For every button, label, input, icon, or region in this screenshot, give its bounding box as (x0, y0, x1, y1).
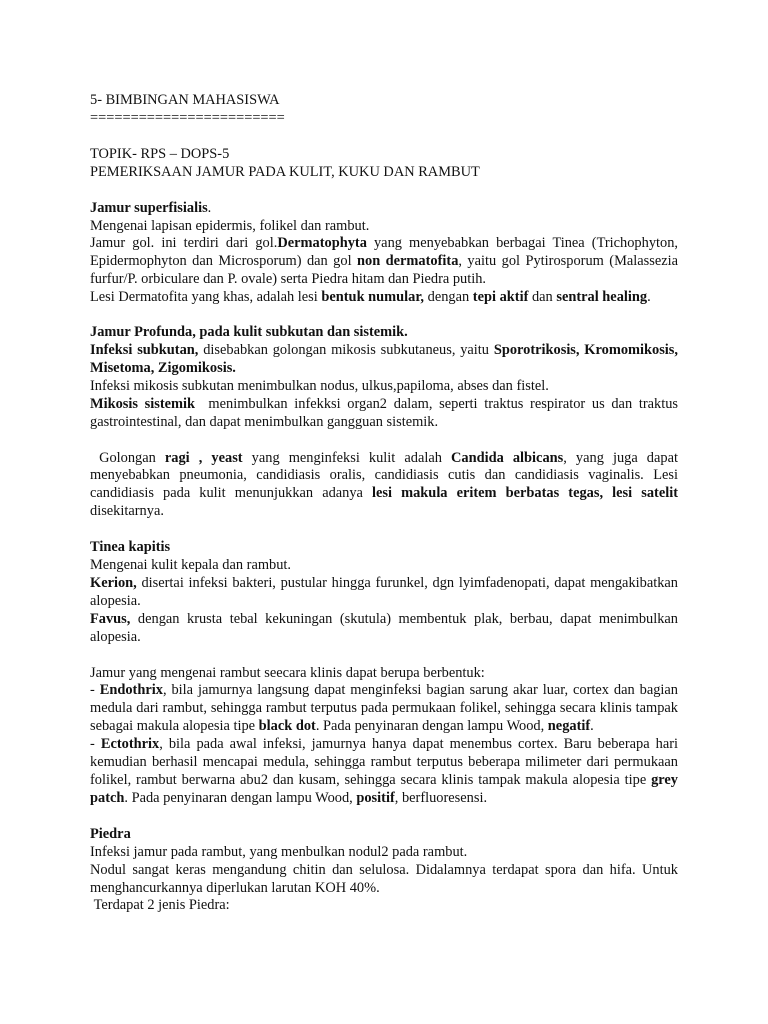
profunda-p3: Mikosis sistemik menimbulkan infekksi organ2 dalam, seperti traktus respirator us dan traktus gastrointestinal, dan dapat menimbulkan gangguan sistemik. (90, 395, 682, 430)
ectothrix-item: - Ectothrix, bila pada awal infeksi, jamurnya hanya dapat menembus cortex. Baru beberapa hari kemudian berhasil mencapai medula, sehingga rambut terputus beberapa milimeter dari permukaan folikel, rambut berwarna abu2 dan kusam, sehingga secara klinis tampak makula alopesia tipe grey patch. Pada penyinaran dengan lampu Wood, positif, berfluoresensi. (90, 736, 678, 806)
spacer (90, 521, 678, 539)
section-tinea-title: Tinea kapitis (90, 539, 171, 556)
tinea-p1: Mengenai kulit kepala dan rambut. (90, 557, 292, 574)
superfisialis-p1: Mengenai lapisan epidermis, folikel dan rambut. (90, 217, 370, 234)
tinea-kerion: Kerion, disertai infeksi bakteri, pustular hingga furunkel, dgn lyimfadenopati, dapat mengakibatkan alopesia. (90, 574, 678, 609)
superfisialis-p3: Lesi Dermatofita yang khas, adalah lesi bentuk numular, dengan tepi aktif dan sentral healing. (90, 289, 651, 306)
tinea-favus: Favus, dengan krusta tebal kekuningan (skutula) membentuk plak, berbau, dapat menimbulkan alopesia. (90, 610, 678, 645)
endothrix-item: - Endothrix, bila jamurnya langsung dapat menginfeksi bagian sarung akar luar, cortex dan bagian medula dari rambut, sehingga rambut terputus pada permukaan folikel, sehingga secara klinis tampak sebagai makula alopesia tipe black dot. Pada penyinaran dengan lampu Wood, negatif. (90, 682, 679, 735)
piedra-p3: Terdapat 2 jenis Piedra: (90, 897, 230, 914)
spacer (90, 307, 678, 324)
topic-line: TOPIK- RPS – DOPS-5 (90, 145, 230, 162)
piedra-p1: Infeksi jamur pada rambut, yang menbulkan nodul2 pada rambut. (90, 843, 468, 860)
section-piedra-title: Piedra (90, 825, 131, 842)
title-rule: ======================== (90, 109, 285, 126)
spacer (90, 432, 678, 450)
piedra-p2: Nodul sangat keras mengandung chitin dan selulosa. Didalamnya terdapat spora dan hifa. Untuk menghancurkannya diperlukan larutan KOH 40%. (90, 861, 678, 896)
document-title: 5- BIMBINGAN MAHASISWA (90, 92, 280, 108)
spacer (90, 808, 678, 826)
profunda-p2: Infeksi mikosis subkutan menimbulkan nodus, ulkus,papiloma, abses dan fistel. (90, 377, 549, 394)
spacer (90, 128, 678, 146)
superfisialis-p2: Jamur gol. ini terdiri dari gol.Dermatophyta yang menyebabkan berbagai Tinea (Trichophyton, Epidermophyton dan Microsporum) dan gol non dermatofita, yaitu gol Pytirosporum (Malassezia furfur/P. orbiculare dan P. ovale) serta Piedra hitam dan Piedra putih. (90, 235, 679, 288)
section-superfisialis-title: Jamur superfisialis. (90, 199, 212, 216)
section-profunda-title: Jamur Profunda, pada kulit subkutan dan sistemik. (90, 324, 408, 341)
rambut-intro: Jamur yang mengenai rambut seecara klinis dapat berupa berbentuk: (90, 664, 485, 681)
topic-subject: PEMERIKSAAN JAMUR PADA KULIT, KUKU DAN RAMBUT (90, 163, 480, 180)
profunda-p1: Infeksi subkutan, disebabkan golongan mikosis subkutaneus, yaitu Sporotrikosis, Kromomikosis, Misetoma, Zigomikosis. (90, 341, 678, 376)
spacer (90, 647, 678, 665)
document-body (90, 92, 682, 915)
spacer (90, 182, 678, 200)
yeast-paragraph: Golongan ragi , yeast yang menginfeksi kulit adalah Candida albicans, yang juga dapat menyebabkan pneumonia, candidiasis oralis, candidiasis cutis dan candidiasis vaginalis. Lesi candidiasis pada kulit menunjukkan adanya lesi makula eritem berbatas tegas, lesi satelit disekitarnya. (90, 449, 678, 520)
